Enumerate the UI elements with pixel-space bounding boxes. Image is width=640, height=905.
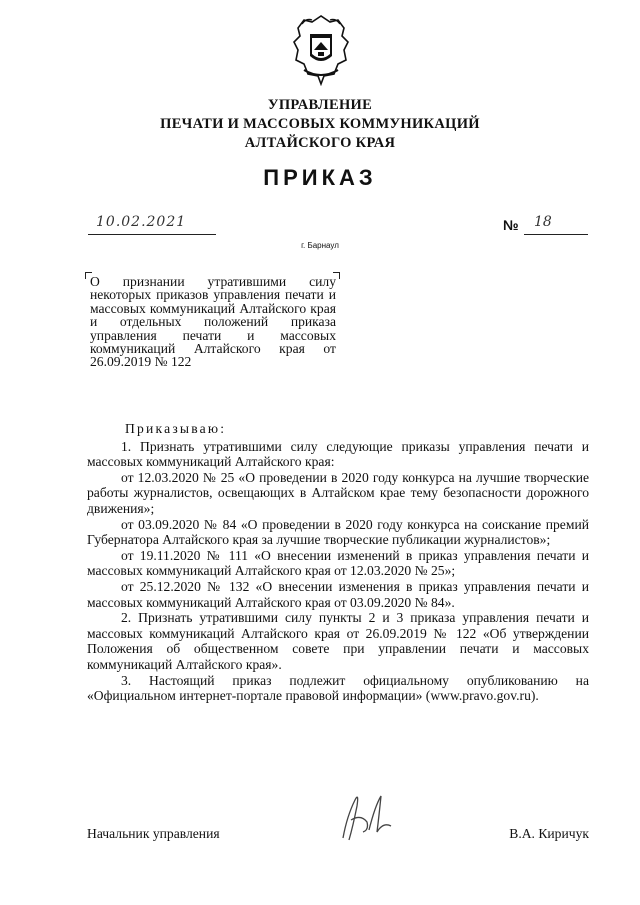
order-verb: Приказываю: xyxy=(125,421,227,436)
number-label: № xyxy=(503,217,519,233)
number-field xyxy=(524,214,588,235)
corner-bracket-left xyxy=(85,272,92,279)
date-field xyxy=(88,214,216,235)
handwritten-signature-icon xyxy=(325,786,405,846)
order-item-1d: от 25.12.2020 № 132 «О внесении изменения в приказ управления печати и массовых коммуникаций Алтайского края от 03.09.2020 № 84». xyxy=(87,578,589,610)
signer-title: Начальник управления xyxy=(87,826,220,841)
subject-block xyxy=(87,272,336,369)
order-item-1b: от 03.09.2020 № 84 «О проведении в 2020 году конкурса на соискание премий Губернатора Алтайского края за лучшие творческие публикации журналистов»; xyxy=(87,516,589,548)
org-line-1: УПРАВЛЕНИЕ xyxy=(267,97,373,113)
order-item-1a: от 12.03.2020 № 25 «О проведении в 2020 году конкурса на лучшие творческие работы журналистов, освещающих в Алтайском крае тему безопасности дорожного движения»; xyxy=(87,469,589,516)
document-type: ПРИКАЗ xyxy=(263,165,377,190)
corner-bracket-right xyxy=(333,272,340,279)
organization-name xyxy=(0,96,640,153)
order-item-1: 1. Признать утратившими силу следующие приказы управления печати и массовых коммуникаций Алтайского края: xyxy=(87,438,589,470)
order-item-1c: от 19.11.2020 № 111 «О внесении изменений в приказ управления печати и массовых коммуникаций Алтайского края от 12.03.2020 № 25»; xyxy=(87,547,589,579)
coat-of-arms-icon xyxy=(290,14,352,86)
subject-text: О признании утратившими силу некоторых приказов управления печати и массовых коммуникаций Алтайского края и отдельных положений приказа управления печати и массовых коммуникаций Алтайского края от 26.09.2019 № 122 xyxy=(90,274,336,370)
signer-name: В.А. Киричук xyxy=(509,826,589,841)
order-body xyxy=(87,421,589,704)
order-item-3: 3. Настоящий приказ подлежит официальному опубликованию на «Официальном интернет-портале правовой информации» (www.pravo.gov.ru). xyxy=(87,672,589,704)
handwritten-date: 10.02.2021 xyxy=(96,214,187,230)
org-line-2: ПЕЧАТИ И МАССОВЫХ КОММУНИКАЦИЙ xyxy=(160,116,480,132)
handwritten-number: 18 xyxy=(534,214,552,230)
order-item-2: 2. Признать утратившими силу пункты 2 и 3 приказа управления печати и массовых коммуникаций Алтайского края от 26.09.2019 № 122 «Об утверждении Положения об общественном совете при управлении печати и массовых коммуникаций Алтайского края». xyxy=(87,610,589,672)
org-line-3: АЛТАЙСКОГО КРАЯ xyxy=(244,135,396,151)
city-label: г. Барнаул xyxy=(301,241,339,250)
